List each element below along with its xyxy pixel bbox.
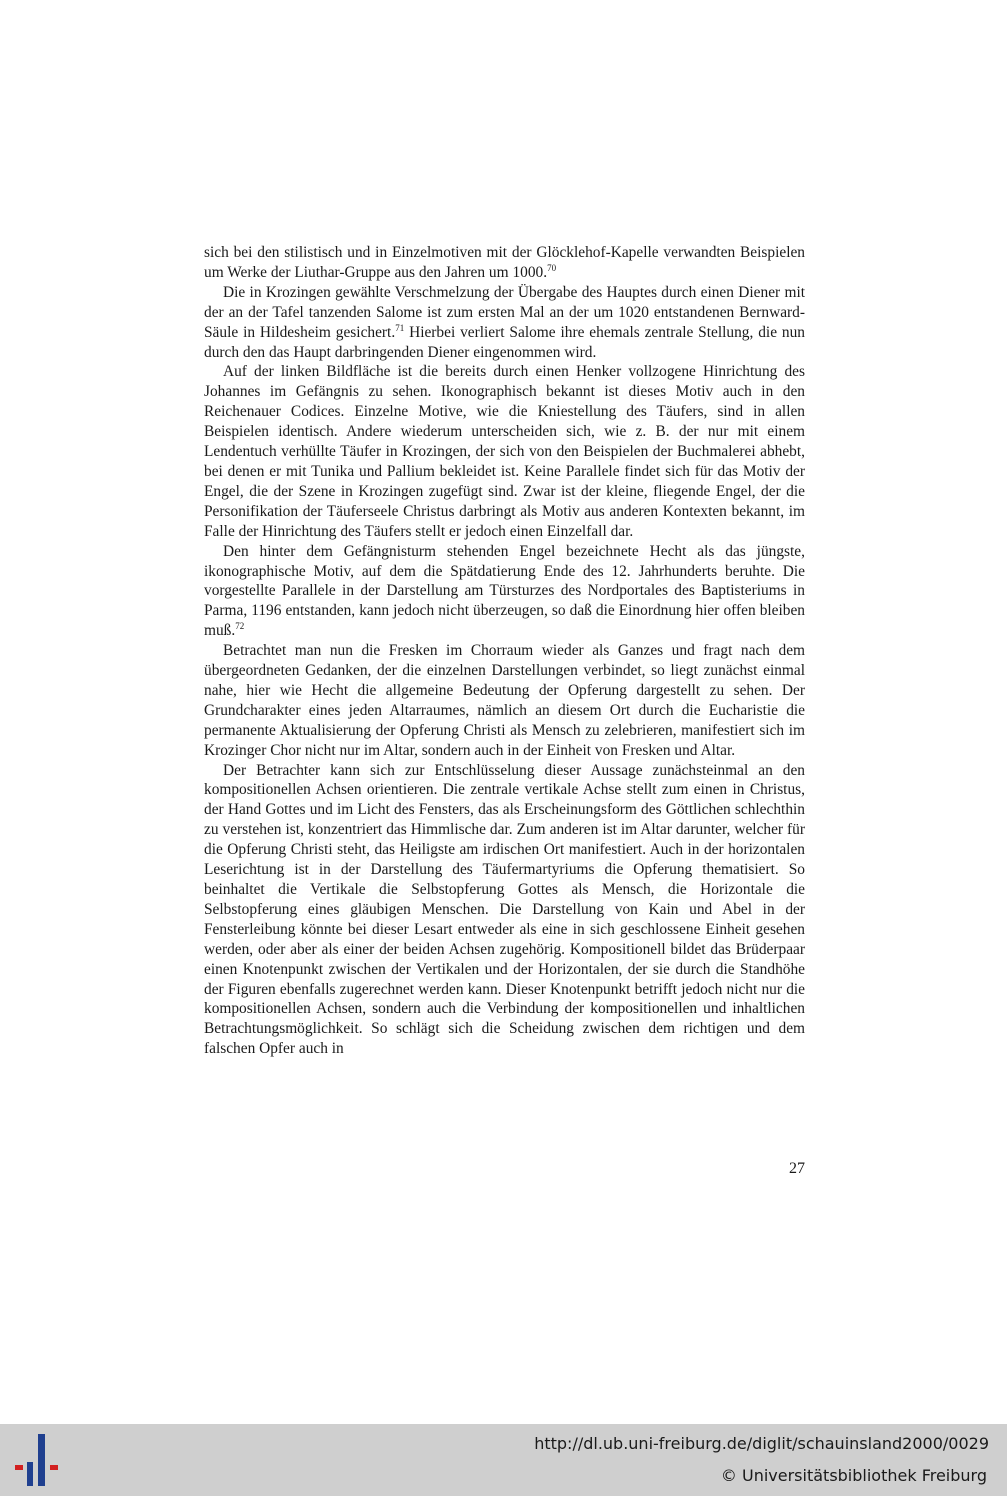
- paragraph-text: Hierbei verliert Salome ihre ehemals zentrale Stellung, die nun durch den das Haupt darbringenden Diener eingenommen wird.: [204, 323, 805, 361]
- paragraph-text: Die in Krozingen gewählte Verschmelzung der Übergabe des Hauptes durch einen Diener mit der an der Tafel tanzenden Salome ist zum ersten Mal an der um 1020 entstandenen Bernward-Säule in Hildesheim gesichert.: [204, 283, 805, 341]
- paragraph-text: Betrachtet man nun die Fresken im Chorraum wieder als Ganzes und fragt nach dem übergeordneten Gedanken, der die einzelnen Darstellungen verbindet, so liegt zunächst einmal nahe, hier wie Hecht die allgemeine Bedeutung der Opferung dargestellt zu sehen. Der Grundcharakter eines jeden Altarraumes, nämlich an diesem Ort durch die Eucharistie die permanente Aktualisierung der Opferung Christi als Mensch zu zelebrieren, manifestiert sich im Krozinger Chor nicht nur im Altar, sondern auch in der Einheit von Fresken und Altar.: [204, 642, 805, 759]
- footer-bar: [0, 1424, 1007, 1496]
- paragraph: [204, 641, 805, 760]
- paragraph: [204, 362, 805, 541]
- footnote-ref[interactable]: 71: [395, 322, 405, 333]
- paragraph: [204, 283, 805, 363]
- page-number: 27: [789, 1160, 805, 1177]
- paragraph: [204, 542, 805, 642]
- paragraph-text: sich bei den stilistisch und in Einzelmotiven mit der Glöcklehof-Kapelle verwandten Beispielen um Werke der Liuthar-Gruppe aus den Jahren um 1000.: [204, 244, 805, 281]
- paragraph: [204, 243, 805, 283]
- ub-freiburg-logo-icon: [12, 1432, 68, 1488]
- footnote-ref[interactable]: 72: [235, 621, 245, 632]
- paragraph-text: Auf der linken Bildfläche ist die bereits durch einen Henker vollzogene Hinrichtung des Johannes im Gefängnis zu sehen. Ikonographisch bekannt ist dieses Motiv auch in den Reichenauer Codices. Einzelne Motive, wie die Kniestellung des Täufers, sind in allen Beispielen identisch. Andere wiederum unterscheiden sich, wie z. B. der nur mit einem Lendentuch verhüllte Täufer in Krozingen, der sich von den Beispielen der Buchmalerei abhebt, bei denen er mit Tunika und Pallium bekleidet ist. Keine Parallele findet sich für das Motiv der Engel, die der Szene in Krozingen zugefügt sind. Zwar ist der kleine, fliegende Engel, der die Personifikation der Täuferseele Christus darbringt als Motiv aus anderen Kontexten bekannt, im Falle der Hinrichtung des Täufers stellt er jedoch einen Einzelfall dar.: [204, 363, 805, 540]
- footnote-ref[interactable]: 70: [547, 262, 557, 273]
- paragraph-text: Der Betrachter kann sich zur Entschlüsselung dieser Aussage zunächsteinmal an den kompositionellen Achsen orientieren. Die zentrale vertikale Achse stellt zum einen in Christus, der Hand Gottes und im Licht des Fensters, das als Erscheinungsform des Göttlichen schlechthin zu verstehen ist, konzentriert das Himmlische dar. Zum anderen ist im Altar darunter, welcher für die Opferung Christi steht, das Heiligste am irdischen Ort manifestiert. Auch in der horizontalen Leserichtung ist in der Darstellung des Täufermartyriums die Opferung thematisiert. So beinhaltet die Vertikale die Selbstopferung Gottes als Mensch, die Horizontale die Selbstopferung eines gläubigen Menschen. Die Darstellung von Kain und Abel in der Fensterleibung könnte bei dieser Lesart entweder als eine in sich geschlossene Einheit gesehen werden, oder aber als einer der beiden Achsen zugehörig. Kompositionell bildet das Brüderpaar einen Knotenpunkt zwischen der Vertikalen und der Horizontalen, der sie durch die Standhöhe der Figuren ebenfalls zugerechnet werden kann. Dieser Knotenpunkt betrifft jedoch nicht nur die kompositionellen Achsen, sondern auch die Verbindung der kompositionellen und inhaltlichen Betrachtungsmöglichkeit. So schlägt sich die Scheidung zwischen dem richtigen und dem falschen Opfer auch in: [204, 761, 805, 1058]
- paragraph-text: Den hinter dem Gefängnisturm stehenden Engel bezeichnete Hecht als das jüngste, ikonographische Motiv, auf dem die Spätdatierung Ende des 12. Jahrhunderts beruhte. Die vorgestellte Parallele in der Darstellung am Türsturzes des Nordportales des Baptisteriums in Parma, 1196 entstanden, kann jedoch nicht überzeugen, so daß die Einordnung hier offen bleiben muß.: [204, 542, 805, 640]
- copyright-notice: © Universitätsbibliothek Freiburg: [720, 1466, 987, 1485]
- body-text: [204, 243, 805, 1059]
- paragraph: [204, 761, 805, 1060]
- permalink-url[interactable]: http://dl.ub.uni-freiburg.de/diglit/schauinsland2000/0029: [534, 1434, 989, 1453]
